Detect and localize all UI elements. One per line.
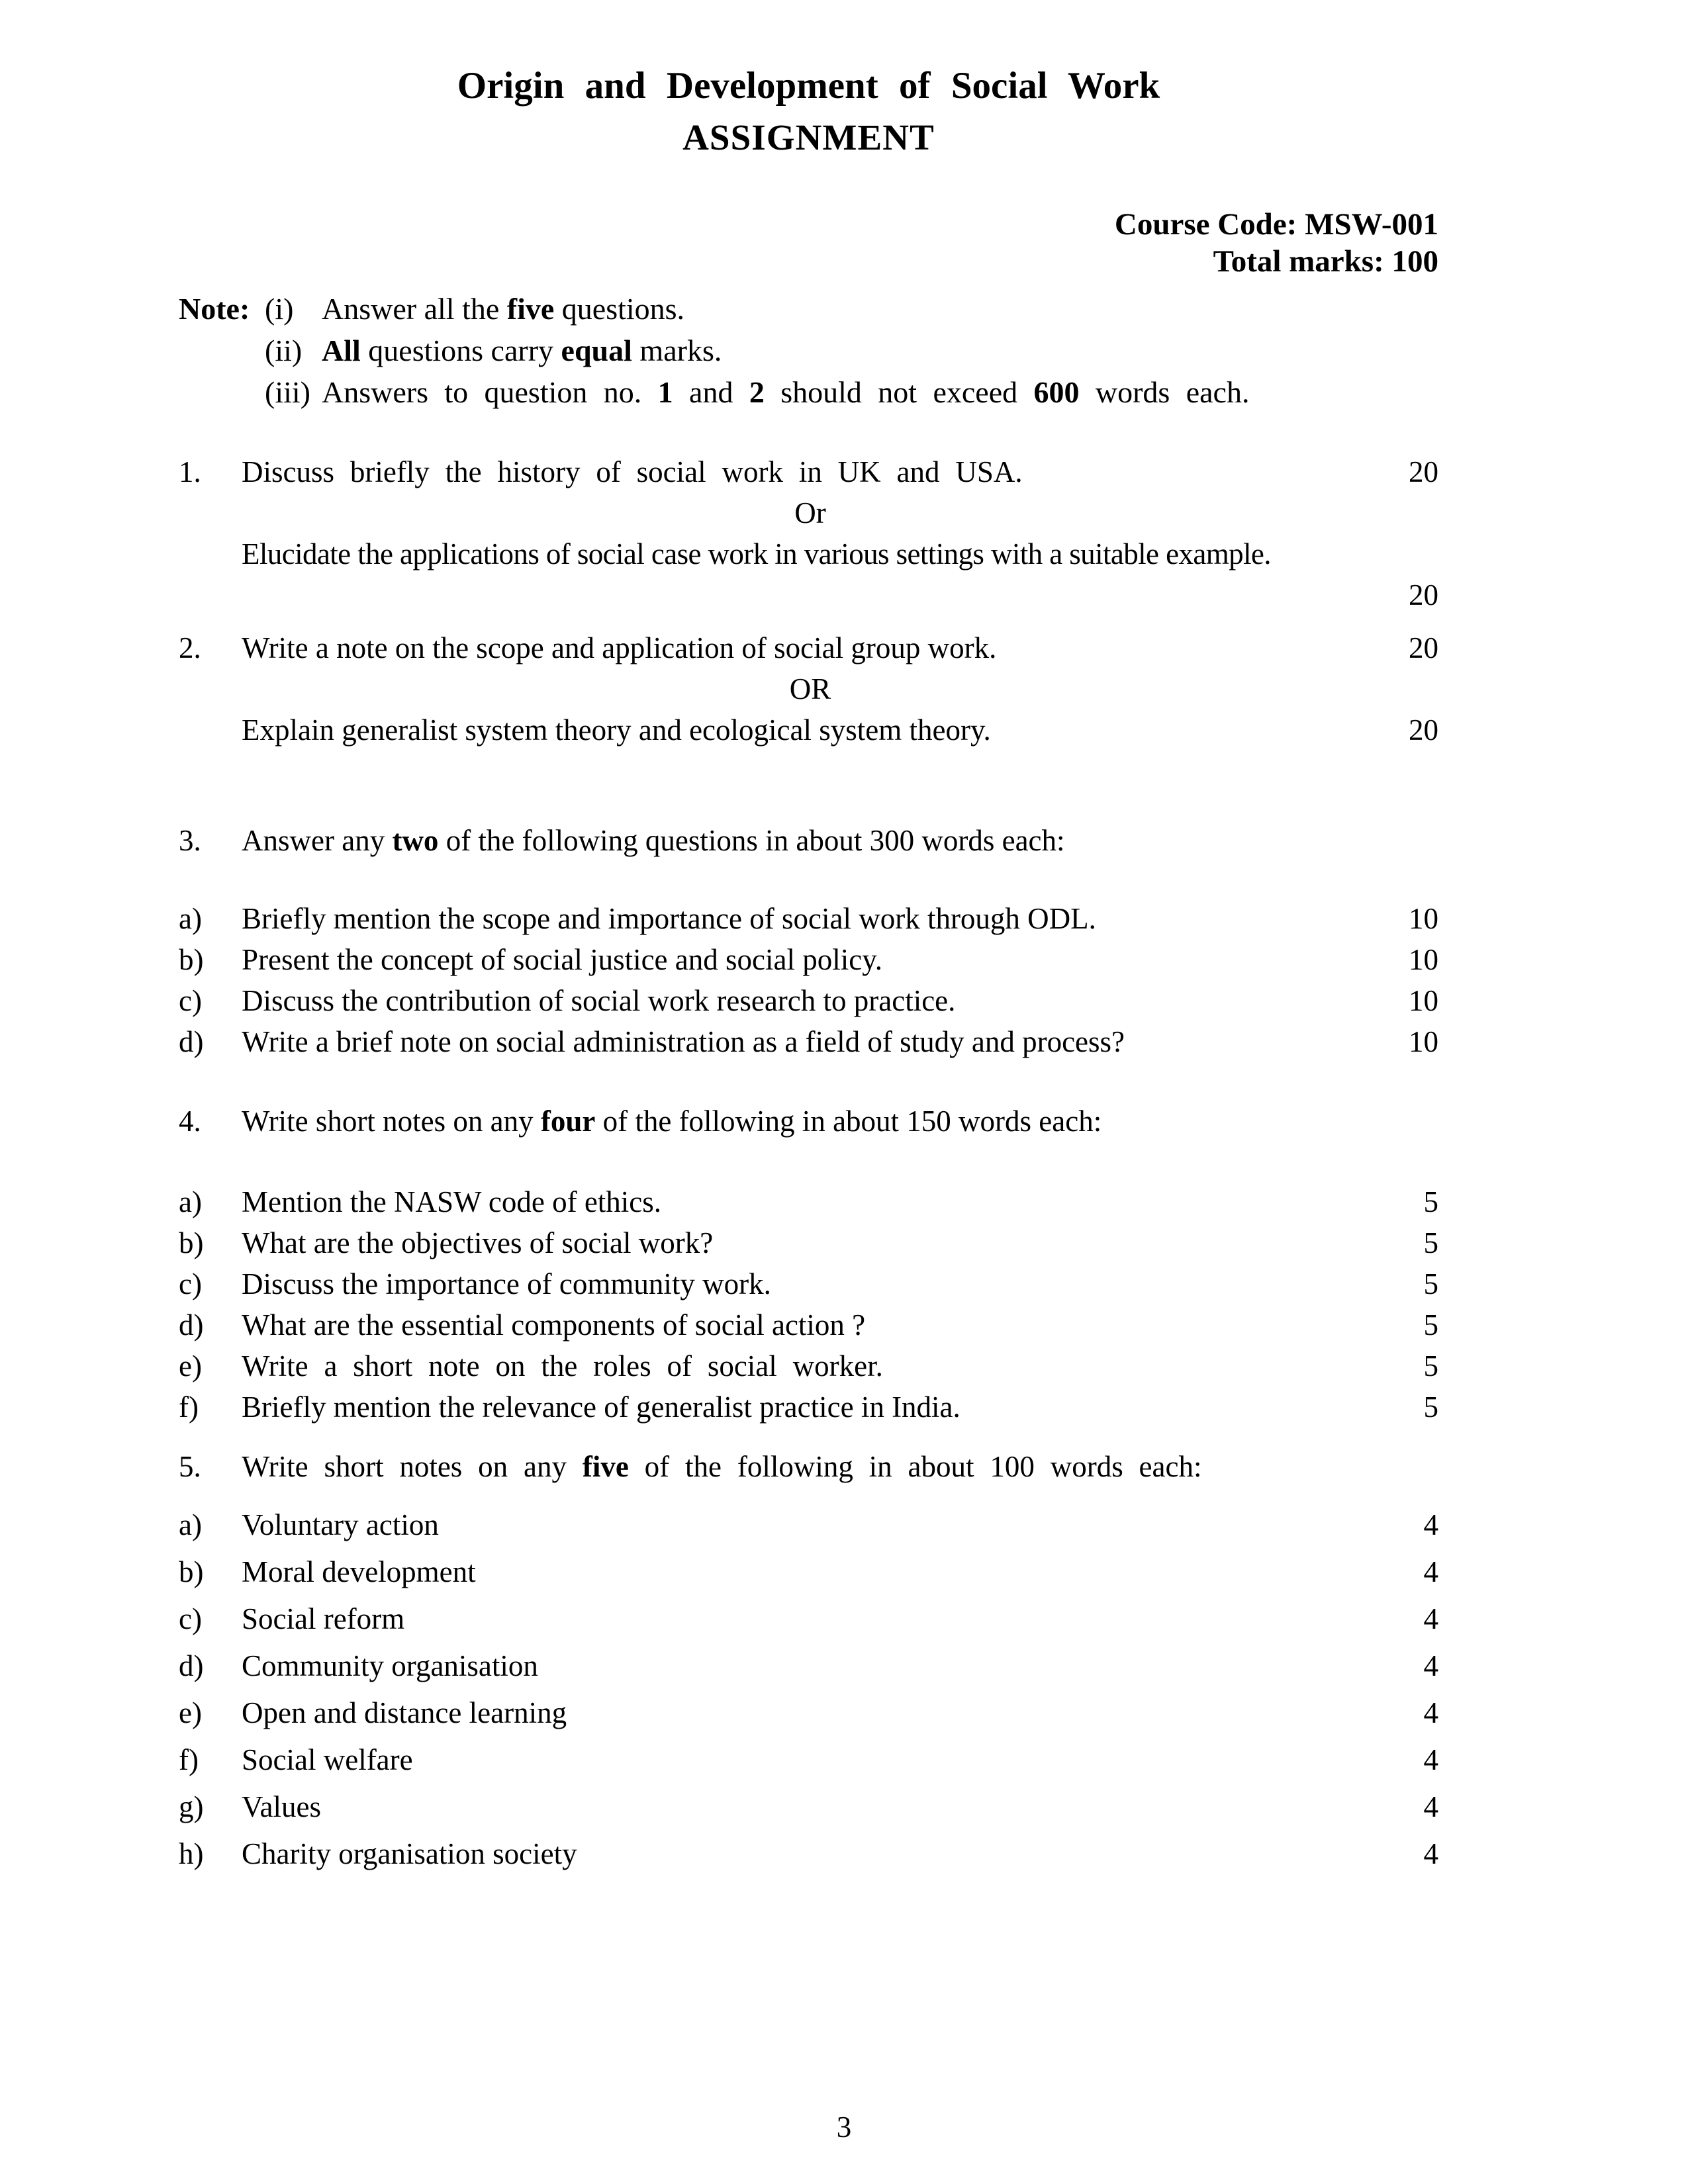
sub-question-marks: 4 (1423, 1837, 1438, 1870)
sub-question-text: Discuss the contribution of social work research to practice. (242, 984, 956, 1017)
total-marks-line (179, 243, 1438, 280)
sub-question-text: What are the essential components of social action ? (242, 1308, 866, 1342)
sub-question-marks: 10 (1409, 1025, 1438, 1058)
sub-question-text: Write a short note on the roles of social worker. (242, 1349, 883, 1383)
question-text: Write short notes on any four of the following in about 150 words each: (242, 1105, 1102, 1138)
sub-question (179, 1021, 1438, 1062)
sub-question-marks: 5 (1423, 1185, 1438, 1218)
course-meta (179, 206, 1438, 280)
sub-question (179, 1263, 1438, 1304)
sub-question (179, 1737, 1438, 1784)
question-marks: 20 (1409, 455, 1438, 488)
sub-question-marks: 5 (1423, 1267, 1438, 1300)
sub-question-text: Values (242, 1790, 321, 1823)
question-1-alt (179, 533, 1438, 574)
sub-question-marker: a) (179, 902, 202, 935)
course-code-label: Course Code: (1114, 207, 1297, 242)
note-marker: (ii) (265, 334, 303, 367)
total-marks-label: Total marks: (1213, 244, 1384, 279)
note-label: Note: (179, 292, 250, 326)
sub-question (179, 898, 1438, 939)
note-item-iii (265, 371, 1438, 413)
sub-question (179, 1549, 1438, 1596)
sub-question-marker: d) (179, 1025, 204, 1058)
sub-question (179, 1502, 1438, 1549)
sub-question (179, 1181, 1438, 1222)
spacer (179, 709, 242, 751)
or-separator: OR (789, 672, 831, 705)
question-3-header (179, 820, 1438, 861)
sub-question-marks: 4 (1423, 1555, 1438, 1588)
sub-question-marker: f) (179, 1390, 199, 1424)
sub-question-marks: 5 (1423, 1308, 1438, 1342)
note-marker: (iii) (265, 375, 310, 409)
sub-question-marks: 5 (1423, 1226, 1438, 1259)
note-item-ii (265, 330, 1438, 371)
sub-question-marker: b) (179, 1226, 204, 1259)
sub-question-marker: a) (179, 1185, 202, 1218)
sub-question (179, 1345, 1438, 1387)
note-marker: (i) (265, 292, 294, 326)
page-number: 3 (836, 2111, 852, 2144)
sub-question-marks: 4 (1423, 1743, 1438, 1776)
sub-question-text: Mention the NASW code of ethics. (242, 1185, 662, 1218)
total-marks-value: 100 (1391, 244, 1438, 279)
sub-question-marks: 10 (1409, 984, 1438, 1017)
page-title: Origin and Development of Social Work (457, 65, 1160, 107)
sub-question-marker: c) (179, 1602, 202, 1635)
sub-question (179, 1222, 1438, 1263)
sub-question-marks: 10 (1409, 943, 1438, 976)
note-item-i (265, 288, 1438, 330)
question-number: 3. (179, 824, 201, 857)
question-1-main (179, 451, 1438, 492)
question-number: 5. (179, 1450, 201, 1483)
spacer (179, 574, 242, 615)
sub-question-marker: g) (179, 1790, 204, 1823)
question-1 (179, 451, 1438, 615)
sub-question (179, 939, 1438, 980)
sub-question-marker: f) (179, 1743, 199, 1776)
sub-question-text: Write a brief note on social administration as a field of study and process? (242, 1025, 1125, 1058)
sub-question-marker: c) (179, 984, 202, 1017)
question-text: Discuss briefly the history of social work in UK and USA. (242, 455, 1023, 488)
sub-question-marker: c) (179, 1267, 202, 1300)
sub-question (179, 1643, 1438, 1690)
question-number: 4. (179, 1105, 201, 1138)
sub-question-marker: a) (179, 1508, 202, 1541)
sub-question-text: Discuss the importance of community work. (242, 1267, 771, 1300)
sub-question-marker: d) (179, 1308, 204, 1342)
sub-question (179, 1831, 1438, 1878)
sub-question-marker: d) (179, 1649, 204, 1682)
note-text: Answers to question no. 1 and 2 should not exceed 600 words each. (322, 375, 1250, 409)
question-5-items (179, 1502, 1438, 1878)
sub-question-marker: h) (179, 1837, 204, 1870)
question-text: Write a note on the scope and application of social group work. (242, 631, 997, 664)
spacer (242, 574, 1379, 615)
sub-question-text: Present the concept of social justice and social policy. (242, 943, 883, 976)
sub-question-text: Briefly mention the scope and importance of social work through ODL. (242, 902, 1096, 935)
question-1-alt-marks-row (179, 574, 1438, 615)
sub-question-text: Voluntary action (242, 1508, 439, 1541)
note-text: Answer all the five questions. (322, 292, 685, 326)
sub-question-marks: 4 (1423, 1790, 1438, 1823)
sub-question-text: Open and distance learning (242, 1696, 567, 1729)
or-separator: Or (794, 496, 826, 529)
sub-question-marks: 4 (1423, 1696, 1438, 1729)
sub-question-marker: b) (179, 1555, 204, 1588)
question-5-header (179, 1446, 1438, 1487)
sub-question-marks: 5 (1423, 1349, 1438, 1383)
note-text: All questions carry equal marks. (322, 334, 722, 367)
question-2-alt (179, 709, 1438, 751)
sub-question-text: Charity organisation society (242, 1837, 577, 1870)
question-alt-marks: 20 (1409, 578, 1438, 612)
sub-question (179, 1596, 1438, 1643)
question-number: 2. (179, 631, 201, 664)
sub-question-marks: 10 (1409, 902, 1438, 935)
sub-question-text: Social welfare (242, 1743, 413, 1776)
question-2 (179, 627, 1438, 751)
sub-question-text: What are the objectives of social work? (242, 1226, 714, 1259)
sub-question-marks: 5 (1423, 1390, 1438, 1424)
question-4-header (179, 1101, 1438, 1142)
note-block (179, 288, 1438, 413)
sub-question-text: Moral development (242, 1555, 476, 1588)
sub-question (179, 1784, 1438, 1831)
question-number: 1. (179, 455, 201, 488)
sub-question-text: Social reform (242, 1602, 405, 1635)
sub-question (179, 1387, 1438, 1428)
question-3-items (179, 898, 1438, 1062)
question-alt-text: Explain generalist system theory and ecological system theory. (242, 713, 991, 747)
sub-question (179, 1304, 1438, 1345)
spacer (179, 533, 242, 574)
course-code-line (179, 206, 1438, 243)
note-items (265, 288, 1438, 413)
sub-question-marks: 4 (1423, 1649, 1438, 1682)
question-text: Answer any two of the following questions in about 300 words each: (242, 824, 1065, 857)
sub-question-marks: 4 (1423, 1508, 1438, 1541)
sub-question-text: Community organisation (242, 1649, 538, 1682)
question-alt-marks: 20 (1409, 713, 1438, 747)
question-text: Write short notes on any five of the following in about 100 words each: (242, 1450, 1202, 1483)
question-4-items (179, 1181, 1438, 1428)
sub-question-marker: e) (179, 1696, 202, 1729)
sub-question-marker: e) (179, 1349, 202, 1383)
sub-question (179, 1690, 1438, 1737)
course-code-value: MSW-001 (1305, 207, 1438, 242)
sub-question-marker: b) (179, 943, 204, 976)
question-alt-text: Elucidate the applications of social case work in various settings with a suitable example. (242, 537, 1271, 570)
sub-question (179, 980, 1438, 1021)
sub-question-text: Briefly mention the relevance of generalist practice in India. (242, 1390, 961, 1424)
question-marks: 20 (1409, 631, 1438, 664)
question-2-main (179, 627, 1438, 668)
sub-question-marks: 4 (1423, 1602, 1438, 1635)
page-subtitle: ASSIGNMENT (682, 117, 935, 158)
